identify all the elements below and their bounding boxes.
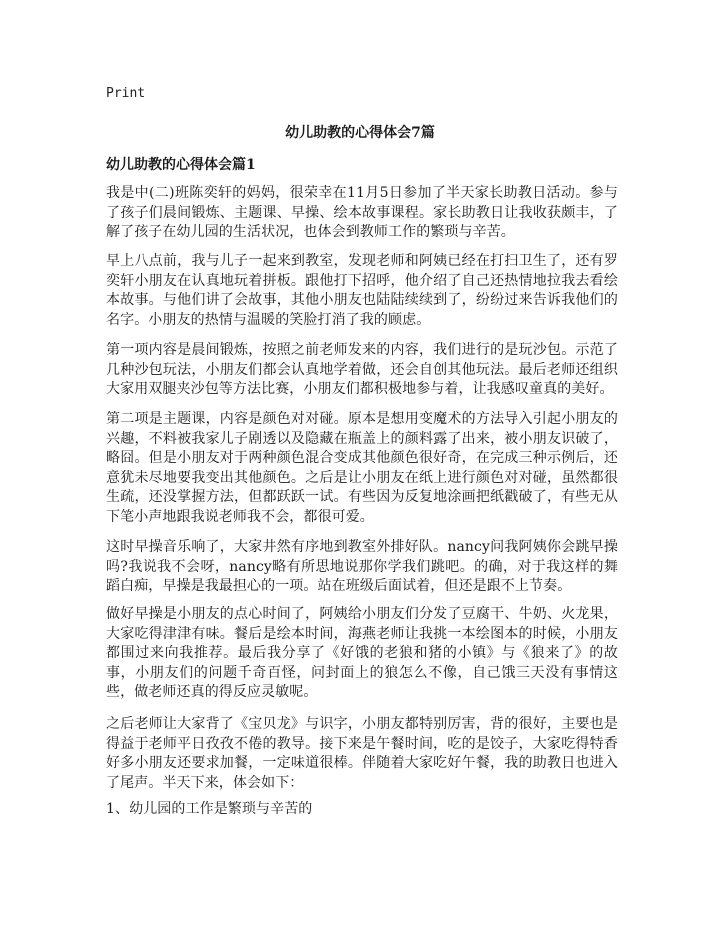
paragraph: 早上八点前，我与儿子一起来到教室，发现老师和阿姨已经在打扫卫生了，还有罗奕轩小朋友在认真地玩着拼板。跟他打下招呼，他介绍了自己还热情地拉我去看绘本故事。与他们讲了会故事，其他小朋友也陆陆续续到了，纷纷过来告诉我他们的名字。小朋友的热情与温暖的笑脸打消了我的顾虑。 bbox=[106, 253, 618, 328]
paragraph: 做好早操是小朋友的点心时间了，阿姨给小朋友们分发了豆腐干、牛奶、火龙果，大家吃得津津有味。餐后是绘本时间，海燕老师让我挑一本绘图本的时候，小朋友都围过来向我推荐。最后我分享了《好饿的老狼和猪的小镇》与《狼来了》的故事，小朋友们的问题千奇百怪，问封面上的狼怎么不像，自己饿三天没有事情这些，做老师还真的得反应灵敏呢。 bbox=[106, 606, 618, 700]
list-item: 1、幼儿园的工作是繁琐与辛苦的 bbox=[106, 801, 313, 817]
document-title: 幼儿助教的心得体会7篇 bbox=[285, 125, 435, 141]
paragraph: 我是中(二)班陈奕轩的妈妈，很荣幸在11月5日参加了半天家长助教日活动。参与了孩子们晨间锻炼、主题课、早操、绘本故事课程。家长助教日让我收获颇丰，了解了孩子在幼儿园的生活状况，也体会到教师工作的繁琐与辛苦。 bbox=[106, 185, 618, 240]
print-link[interactable]: Print bbox=[106, 86, 146, 101]
paragraph: 这时早操音乐响了，大家井然有序地到教室外排好队。nancy问我阿姨你会跳早操吗?我说我不会呀，nancy略有所思地说那你学我们跳吧。的确，对于我这样的舞蹈白痴，早操是我最担心的一项。站在班级后面试着，但还是跟不上节奏。 bbox=[106, 539, 618, 594]
section-heading: 幼儿助教的心得体会篇1 bbox=[106, 157, 256, 173]
paragraph: 第二项是主题课，内容是颜色对对碰。原本是想用变魔术的方法导入引起小朋友的兴趣，不料被我家儿子剧透以及隐藏在瓶盖上的颜料露了出来，被小朋友识破了，略囧。但是小朋友对于两种颜色混合变成其他颜色很好奇，在完成三种示例后，还意犹未尽地要我变出其他颜色。之后是让小朋友在纸上进行颜色对对碰，虽然都很生疏，还没掌握方法，但都跃跃一试。有些因为反复地涂画把纸戳破了，有些无从下笔小声地跟我说老师我不会，都很可爱。 bbox=[106, 411, 618, 525]
paragraph: 第一项内容是晨间锻炼，按照之前老师发来的内容，我们进行的是玩沙包。示范了几种沙包玩法，小朋友们都会认真地学着做，还会自创其他玩法。最后老师还组织大家用双腿夹沙包等方法比赛，小朋友们都积极地参与着，让我感叹童真的美好。 bbox=[106, 342, 618, 397]
paragraph: 之后老师让大家背了《宝贝龙》与识字，小朋友都特别厉害，背的很好，主要也是得益于老师平日孜孜不倦的教导。接下来是午餐时间，吃的是饺子，大家吃得特香好多小朋友还要求加餐，一定味道很棒。伴随着大家吃好午餐，我的助教日也进入了尾声。半天下来，体会如下： bbox=[106, 716, 618, 791]
